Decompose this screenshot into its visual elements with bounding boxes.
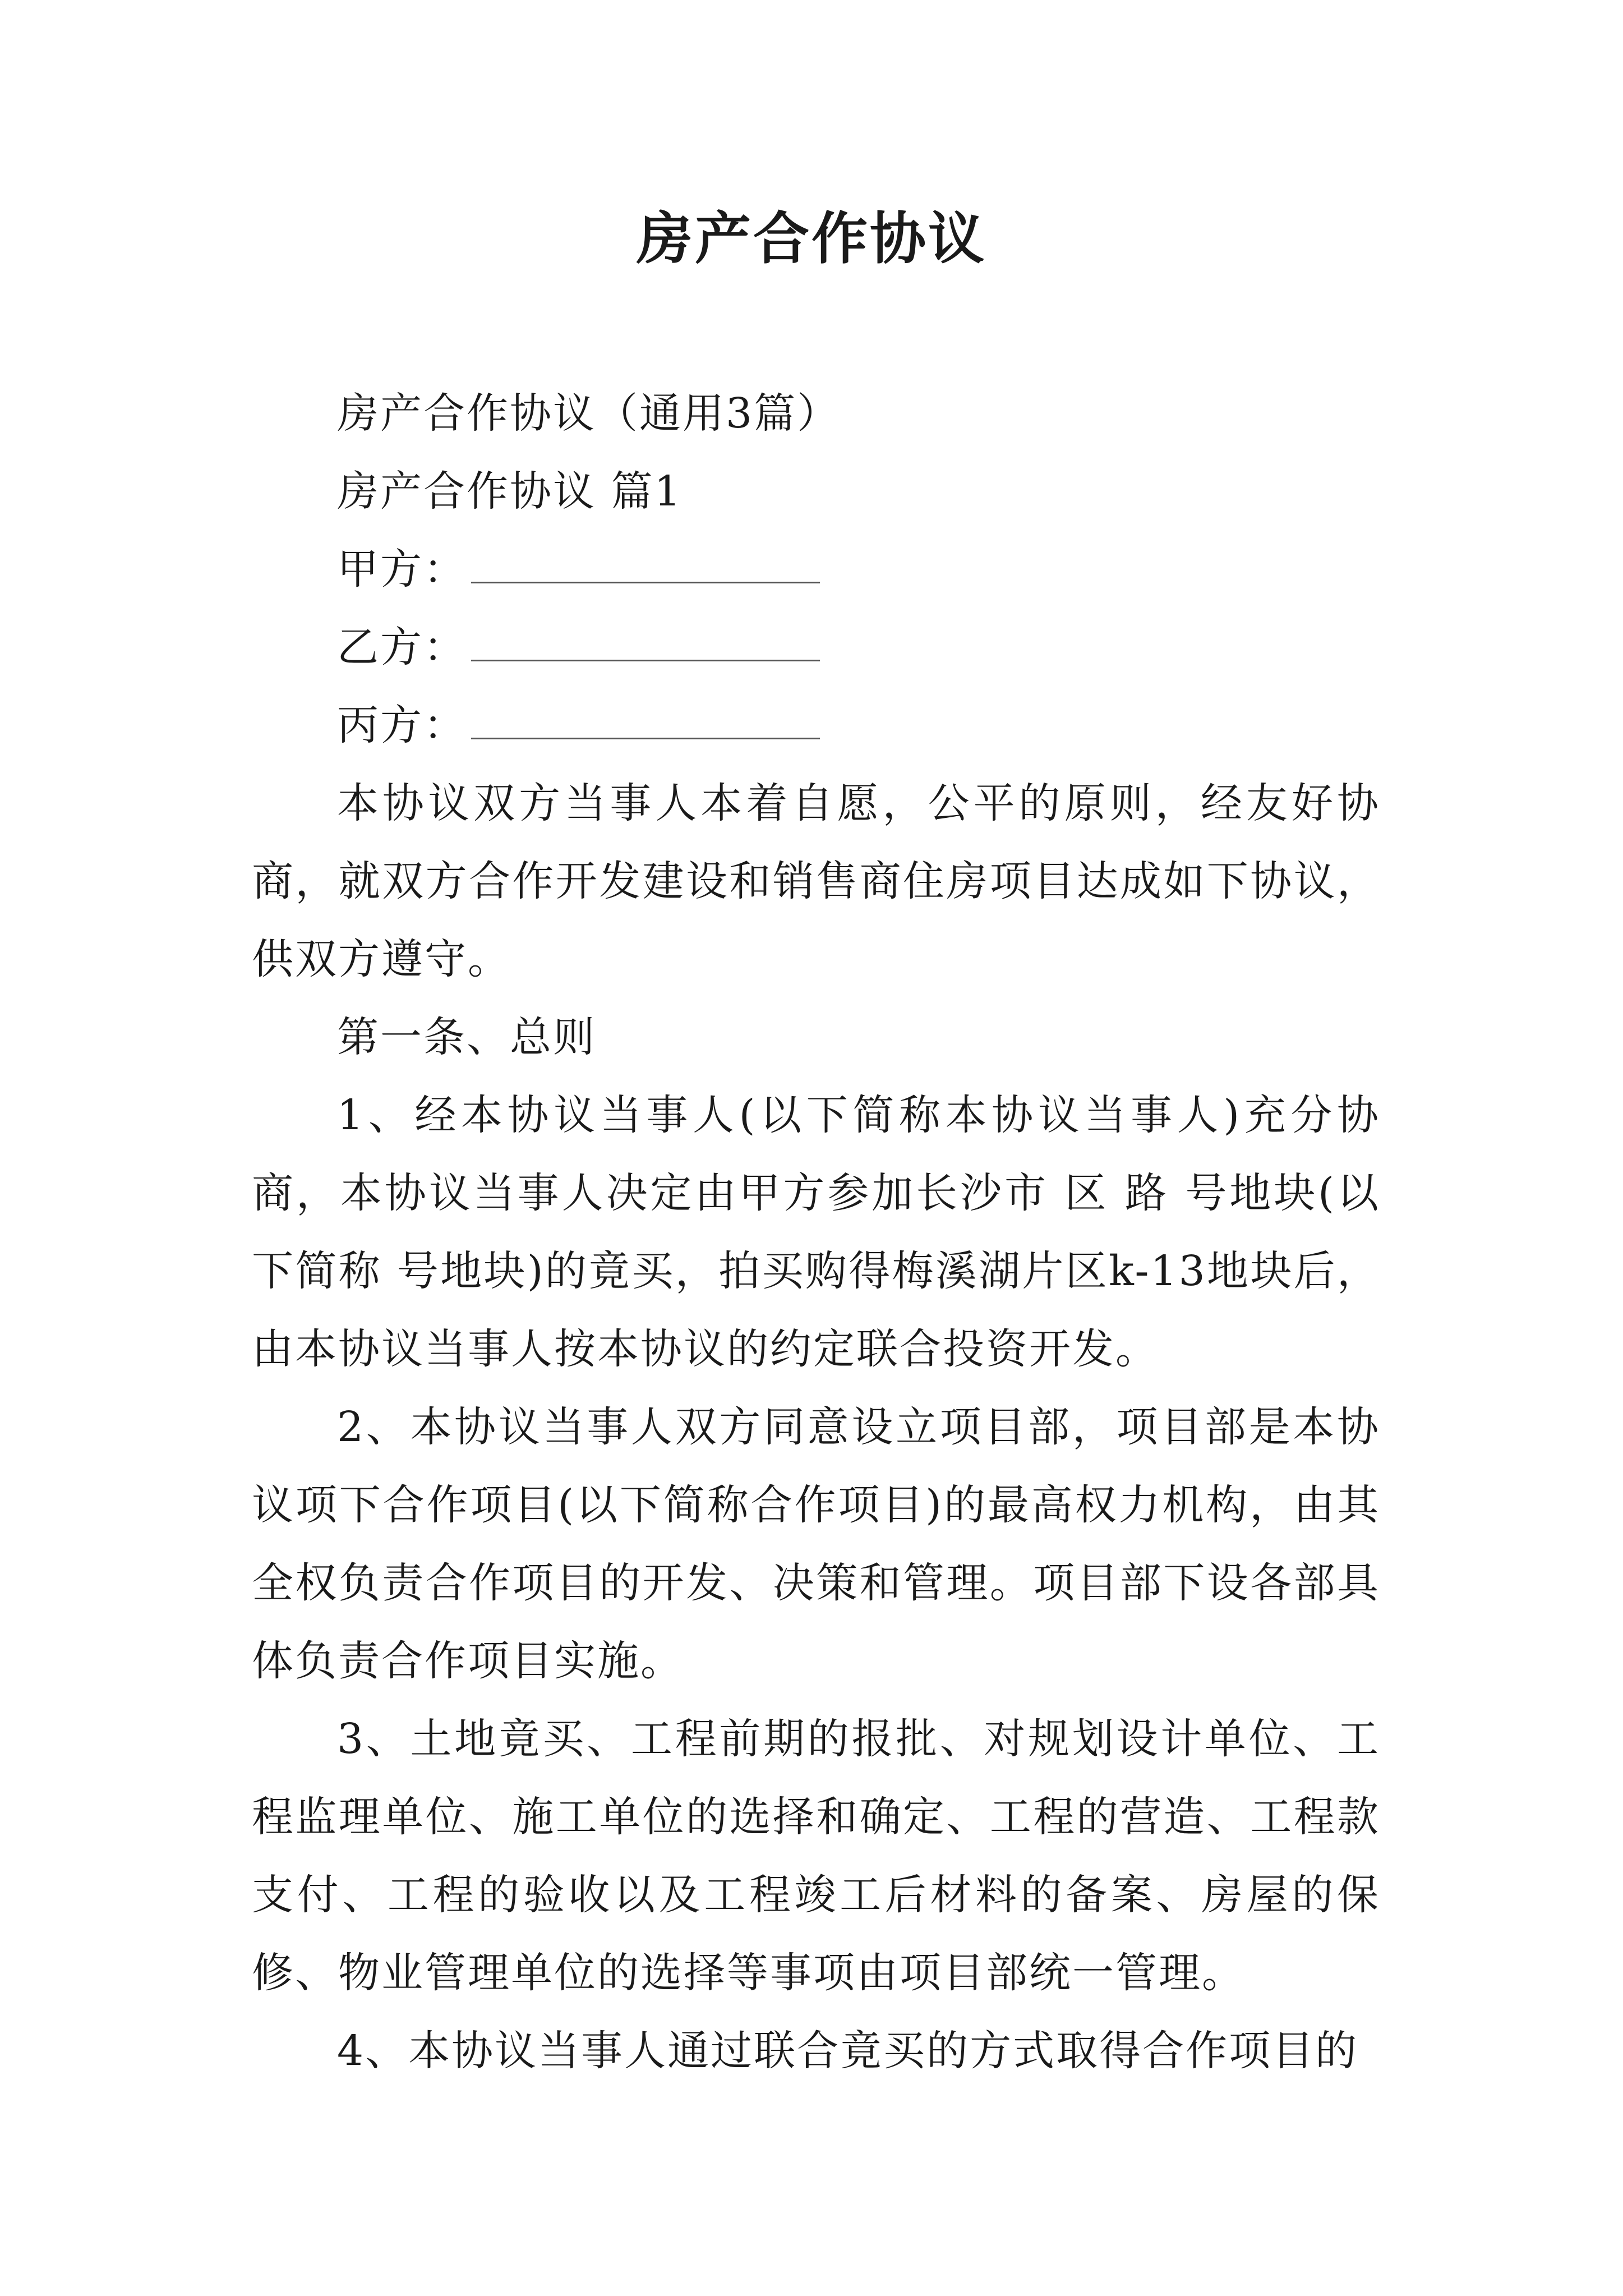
clause-1: 1、经本协议当事人(以下简称本协议当事人)充分协商，本协议当事人决定由甲方参加长沙市 区 路 号地块(以下简称 号地块)的竟买，拍买购得梅溪湖片区k-13地块后，由本协议当事人按本协议的约定联合投资开发。 (252, 1091, 1380, 1373)
party-b-label: 乙方： (337, 623, 467, 671)
party-c-line (252, 687, 1380, 765)
party-b-line (252, 609, 1380, 687)
clause-2: 2、本协议当事人双方同意设立项目部，项目部是本协议项下合作项目(以下简称合作项目)的最高权力机构，由其全权负责合作项目的开发、决策和管理。项目部下设各部具体负责合作项目实施。 (252, 1403, 1380, 1685)
party-c-blank (471, 697, 820, 739)
clause-3: 3、土地竟买、工程前期的报批、对规划设计单位、工程监理单位、施工单位的选择和确定、工程的营造、工程款支付、工程的验收以及工程竣工后材料的备案、房屋的保修、物业管理单位的选择等事项由项目部统一管理。 (252, 1715, 1380, 1997)
section-heading: 房产合作协议 篇1 (337, 467, 683, 516)
article-heading: 第一条、总则 (337, 1013, 596, 1061)
clause-4: 4、本协议当事人通过联合竟买的方式取得合作项目的 (337, 2027, 1359, 2075)
document-title: 房产合作协议 (637, 205, 986, 272)
intro-paragraph: 本协议双方当事人本着自愿，公平的原则，经友好协商，就双方合作开发建设和销售商住房项目达成如下协议，供双方遵守。 (252, 779, 1380, 983)
party-a-blank (471, 541, 820, 583)
party-c-label: 丙方： (337, 701, 467, 749)
document-body (252, 375, 1380, 2090)
party-b-blank (471, 619, 820, 661)
document-subtitle: 房产合作协议（通用3篇） (337, 389, 841, 438)
party-a-line (252, 531, 1380, 609)
party-a-label: 甲方： (337, 545, 467, 593)
